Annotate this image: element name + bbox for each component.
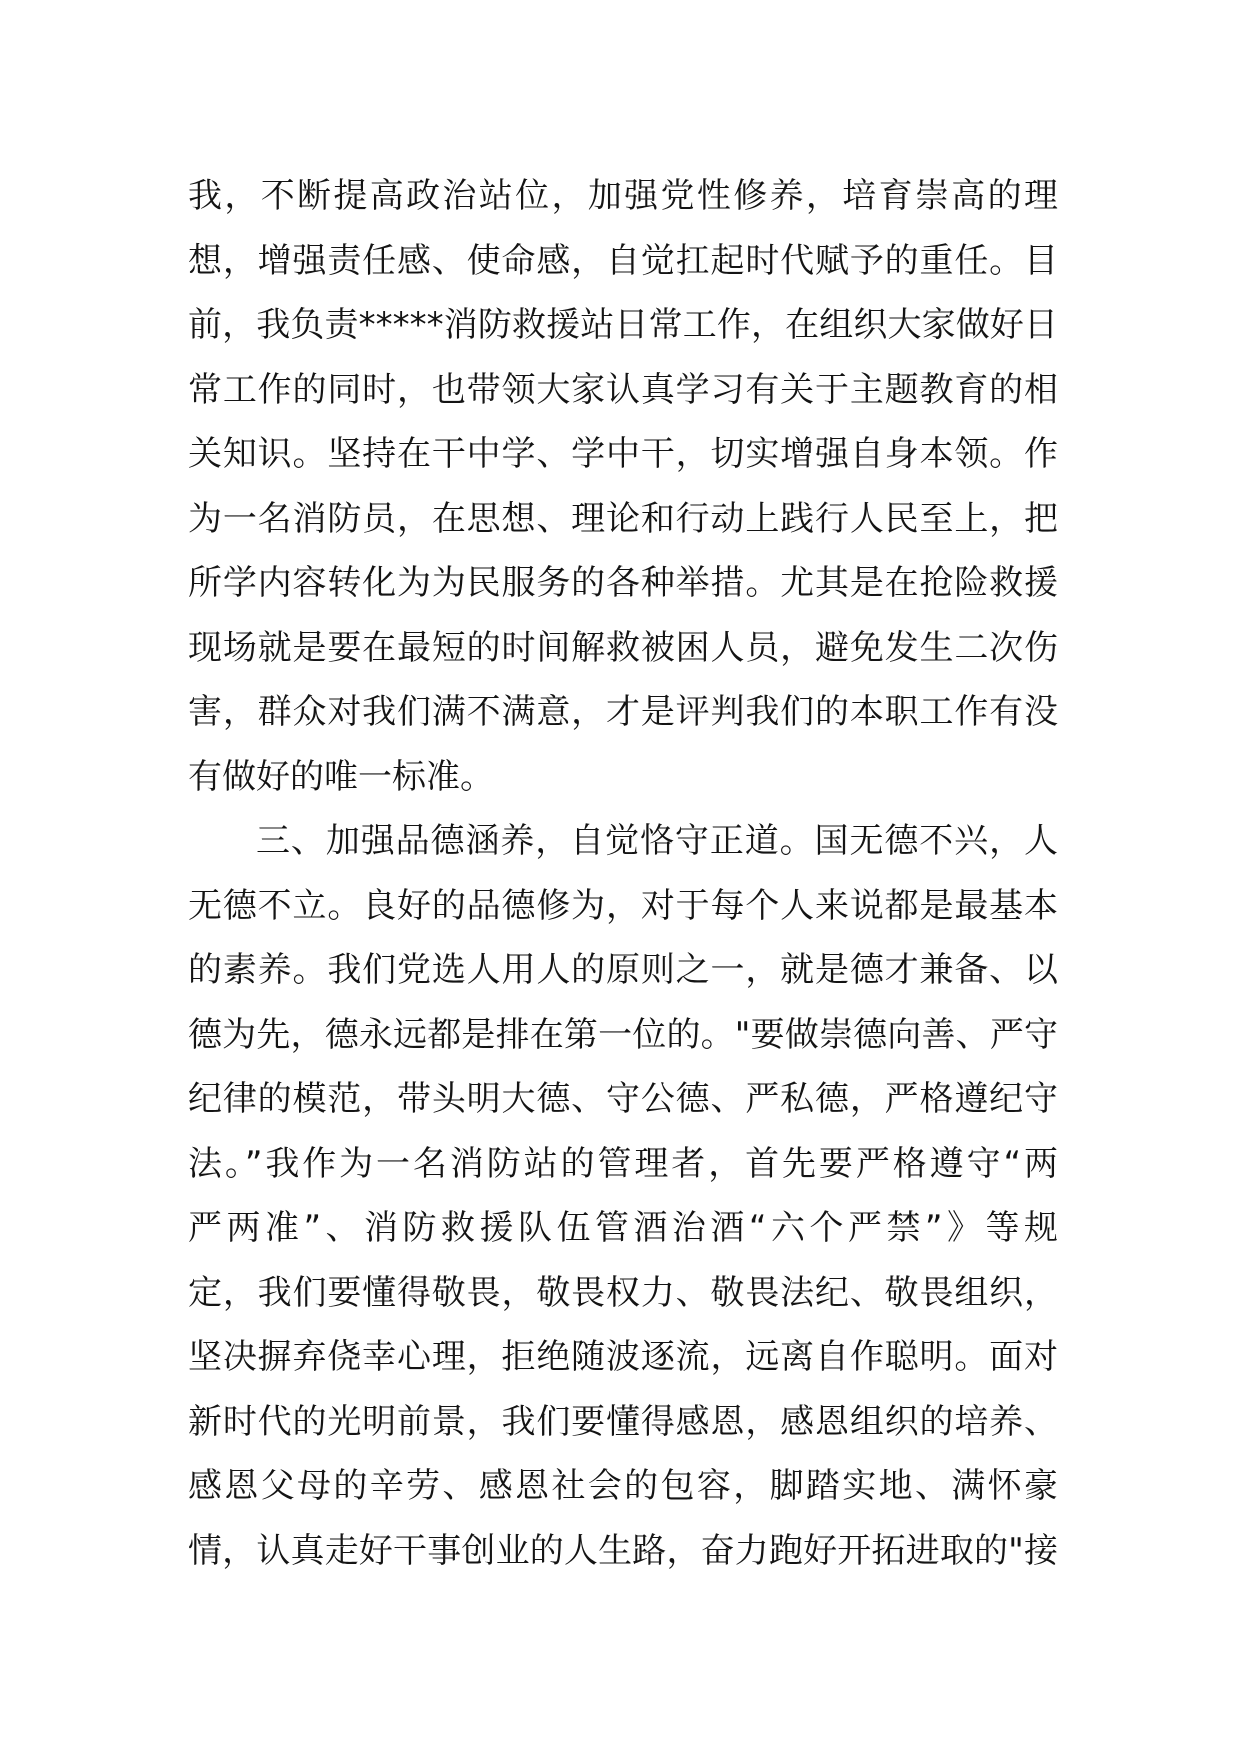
text-line-22: 情，认真走好干事创业的人生路，奋力跑好开拓进取的"接 [188, 1530, 1058, 1571]
text-line-12: 无德不立。良好的品德修为，对于每个人来说都是最基本 [188, 885, 1058, 926]
text-line-4: 常工作的同时，也带领大家认真学习有关于主题教育的相 [188, 369, 1058, 410]
text-line-20: 新时代的光明前景，我们要懂得感恩，感恩组织的培养、 [188, 1401, 1058, 1442]
text-line-2: 想，增强责任感、使命感，自觉扛起时代赋予的重任。目 [188, 240, 1058, 281]
text-line-14: 德为先，德永远都是排在第一位的。"要做崇德向善、严守 [188, 1014, 1058, 1055]
text-line-18: 定，我们要懂得敬畏，敬畏权力、敬畏法纪、敬畏组织， [188, 1272, 1058, 1313]
text-line-17: 严两准”、消防救援队伍管酒治酒“六个严禁”》等规 [188, 1208, 1058, 1248]
text-line-6: 为一名消防员，在思想、理论和行动上践行人民至上，把 [188, 498, 1058, 539]
text-line-1: 我，不断提高政治站位，加强党性修养，培育崇高的理 [188, 176, 1058, 216]
text-line-11: 三、加强品德涵养，自觉恪守正道。国无德不兴，人 [256, 821, 1058, 861]
text-line-10: 有做好的唯一标准。 [188, 756, 494, 797]
text-line-19: 坚决摒弃侥幸心理，拒绝随波逐流，远离自作聪明。面对 [188, 1337, 1058, 1377]
text-line-7: 所学内容转化为为民服务的各种举措。尤其是在抢险救援 [188, 563, 1058, 603]
text-line-3: 前，我负责*****消防救援站日常工作，在组织大家做好日 [188, 305, 1058, 345]
text-line-21: 感恩父母的辛劳、感恩社会的包容，脚踏实地、满怀豪 [188, 1466, 1058, 1506]
text-line-15: 纪律的模范，带头明大德、守公德、严私德，严格遵纪守 [188, 1079, 1058, 1119]
text-line-16: 法。”我作为一名消防站的管理者，首先要严格遵守“两 [188, 1143, 1058, 1184]
text-line-9: 害，群众对我们满不满意，才是评判我们的本职工作有没 [188, 692, 1058, 732]
text-line-13: 的素养。我们党选人用人的原则之一，就是德才兼备、以 [188, 950, 1058, 990]
body-text [188, 164, 1058, 1583]
text-line-5: 关知识。坚持在干中学、学中干，切实增强自身本领。作 [188, 434, 1058, 474]
text-line-8: 现场就是要在最短的时间解救被困人员，避免发生二次伤 [188, 627, 1058, 668]
